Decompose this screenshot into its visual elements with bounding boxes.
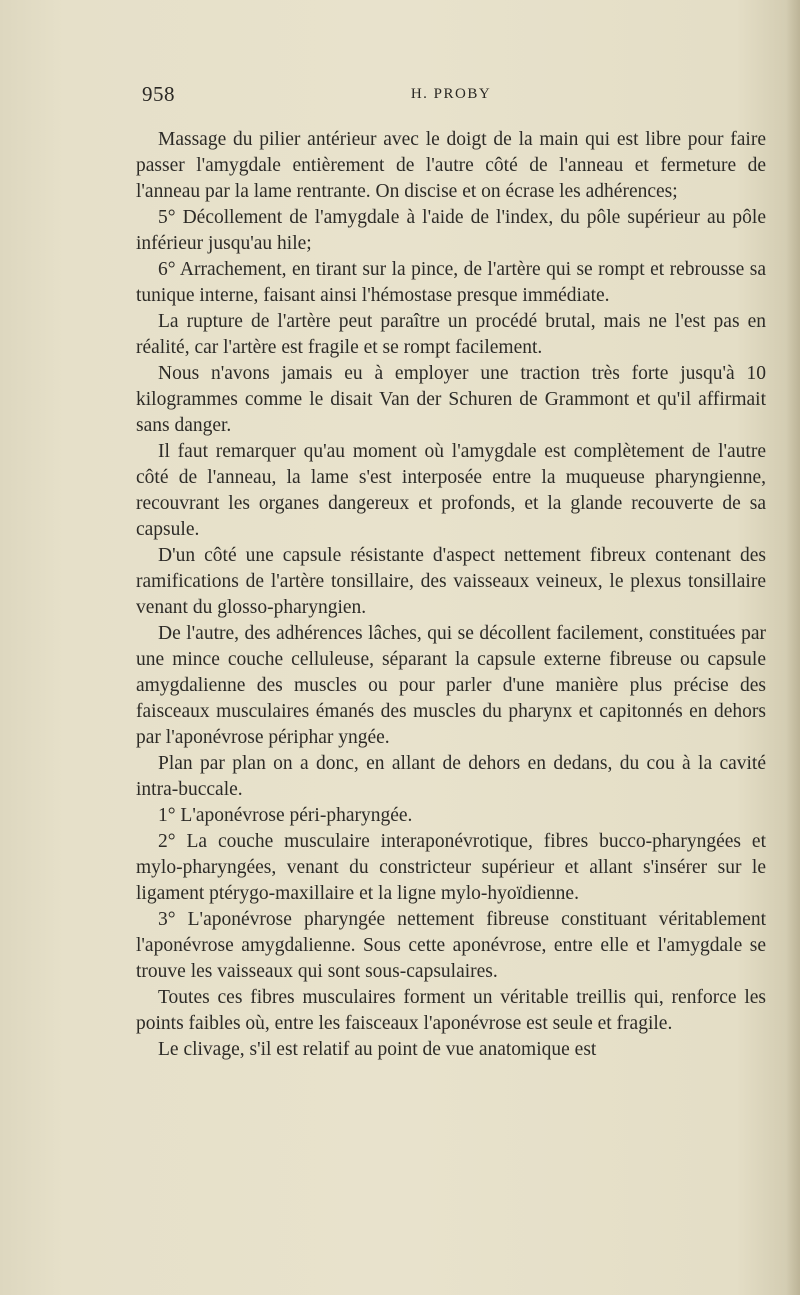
page-number: 958 <box>142 82 175 106</box>
paragraph-layer-1: 1° L'aponévrose péri-pharyngée. <box>158 805 413 826</box>
page-edge-shadow <box>786 0 800 1295</box>
paragraph-step-6: 6° Arrachement, en tirant sur la pince, de l'artère qui se rompt et rebrousse sa tunique interne, faisant ainsi l'hémostase presque immédiate. <box>136 259 766 306</box>
paragraph-layer-2: 2° La couche musculaire interaponévrotique, fibres bucco-pharyngées et mylo-pharyngées, venant du constricteur supérieur et allant s'insérer sur le ligament ptérygo-maxillaire et la ligne mylo-hyoïdienne. <box>136 831 766 904</box>
paragraph-step-5: 5° Décollement de l'amygdale à l'aide de l'index, du pôle supérieur au pôle inférieur jusqu'au hile; <box>136 207 766 254</box>
paragraph-rupture: La rupture de l'artère peut paraître un procédé brutal, mais ne l'est pas en réalité, car l'artère est fragile et se rompt facilement. <box>136 311 766 358</box>
paragraph-traction: Nous n'avons jamais eu à employer une traction très forte jusqu'à 10 kilogrammes comme le disait Van der Schuren de Grammont et qu'il affirmait sans danger. <box>136 363 766 436</box>
paragraph-massage: Massage du pilier antérieur avec le doigt de la main qui est libre pour faire passer l'amygdale entièrement de l'autre côté de l'anneau et fermeture de l'anneau par la lame rentrante. On discise et on écrase les adhérences; <box>136 129 766 202</box>
paragraph-treillis: Toutes ces fibres musculaires forment un véritable treillis qui, renforce les points faibles où, entre les faisceaux l'aponévrose est seule et fragile. <box>136 987 766 1034</box>
body-text <box>136 127 766 1063</box>
running-head-author: H. PROBY <box>410 86 492 102</box>
paragraph-remark: Il faut remarquer qu'au moment où l'amygdale est complètement de l'autre côté de l'anneau, la lame s'est interposée entre la muqueuse pharyngienne, recouvrant les organes dangereux et profonds, et la glande recouverte de sa capsule. <box>136 441 766 540</box>
paragraph-clivage: Le clivage, s'il est relatif au point de vue anatomique est <box>158 1039 597 1060</box>
paragraph-plan: Plan par plan on a donc, en allant de dehors en dedans, du cou à la cavité intra-buccale. <box>136 753 766 800</box>
paragraph-adherences-side: De l'autre, des adhérences lâches, qui se décollent facilement, constituées par une mince couche celluleuse, séparant la capsule externe fibreuse ou capsule amygdalienne des muscles ou pour parler d'une manière plus précise des faisceaux musculaires émanés des muscles du pharynx et capitonnés en dehors par l'aponévrose périphar yngée. <box>136 623 766 748</box>
paragraph-layer-3: 3° L'aponévrose pharyngée nettement fibreuse constituant véritablement l'aponévrose amygdalienne. Sous cette aponévrose, entre elle et l'amygdale se trouve les vaisseaux qui sont sous-capsulaires. <box>136 909 766 982</box>
paragraph-capsule-side: D'un côté une capsule résistante d'aspect nettement fibreux contenant des ramifications de l'artère tonsillaire, des vaisseaux veineux, le plexus tonsillaire venant du glosso-pharyngien. <box>136 545 766 618</box>
running-head <box>140 82 762 112</box>
